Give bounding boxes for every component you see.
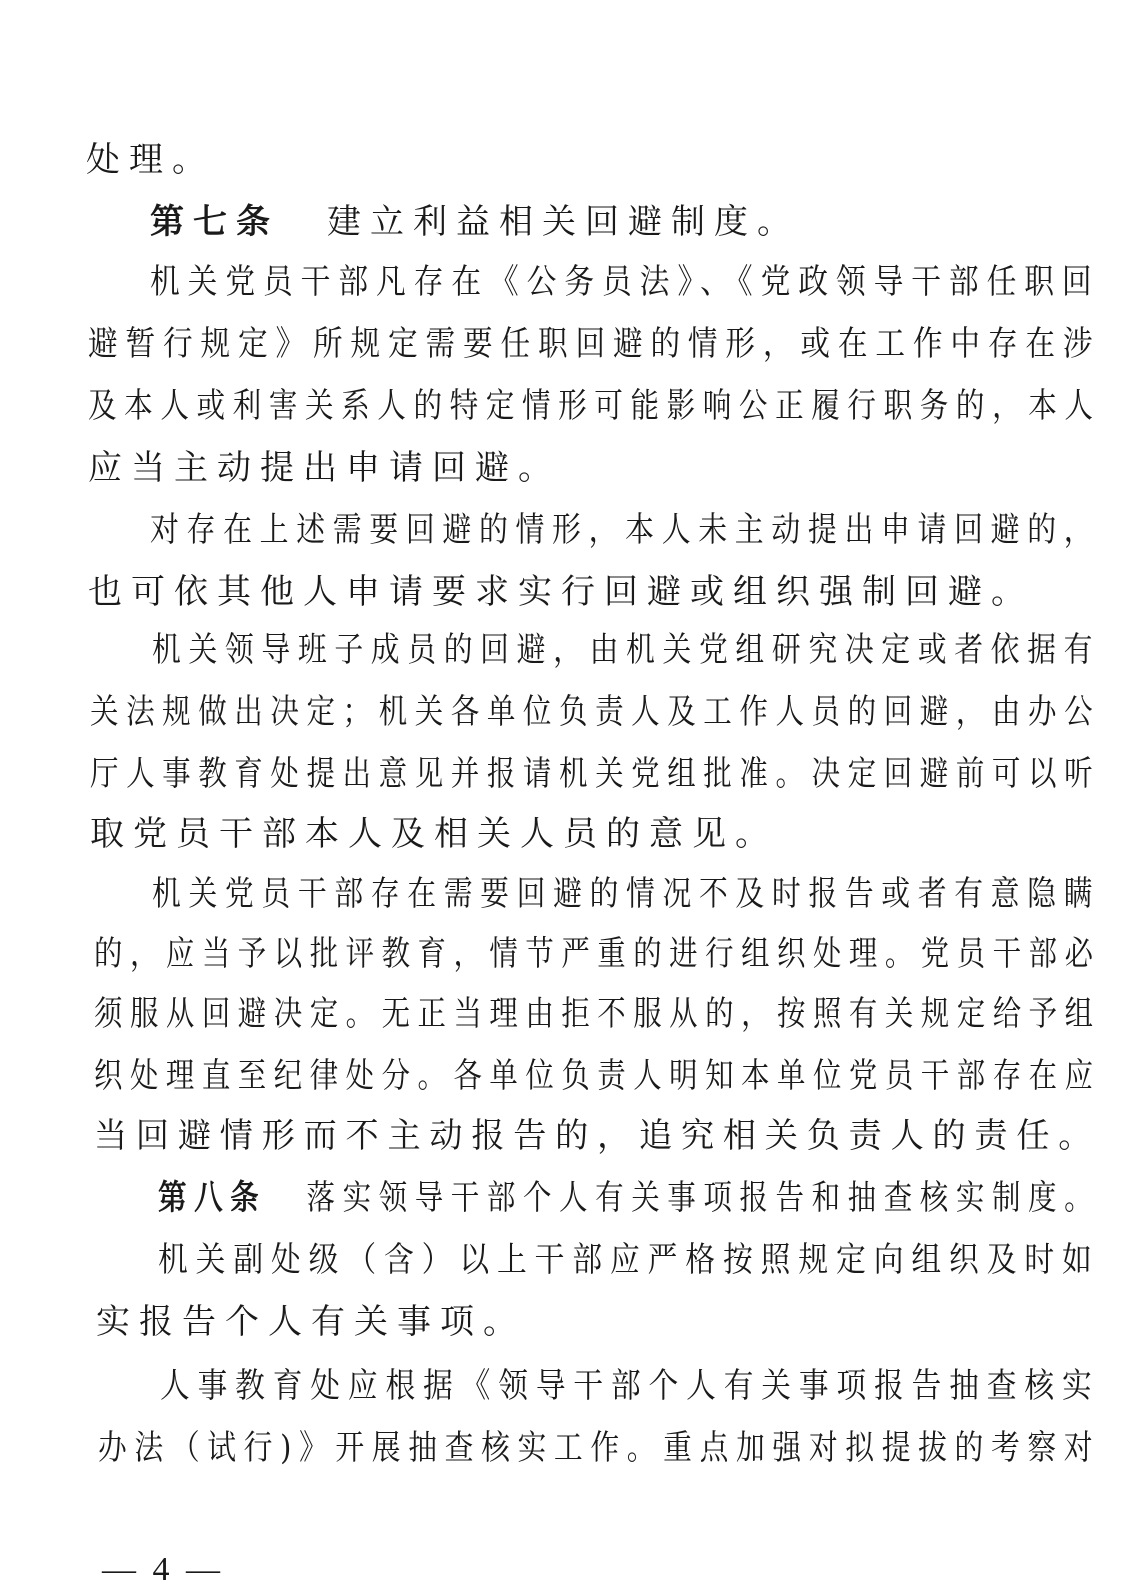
text-line: 对存在上述需要回避的情形，本人未主动提出申请回避的，: [150, 510, 1101, 550]
text-line: 办法（试行)》开展抽查核实工作。重点加强对拟提拔的考察对: [98, 1428, 1101, 1468]
text-line: 应当主动提出申请回避。: [88, 448, 561, 488]
text-line: 人事教育处应根据《领导干部个人有关事项报告抽查核实: [160, 1366, 1100, 1406]
text-line: 也可依其他人申请要求实行回避或组织强制回避。: [88, 572, 1034, 612]
text-line: 实报告个人有关事项。: [96, 1302, 526, 1342]
text-line: 避暂行规定》所规定需要任职回避的情形，或在工作中存在涉: [88, 324, 1101, 364]
text-line: 的，应当予以批评教育，情节严重的进行组织处理。党员干部必: [94, 934, 1101, 974]
article-8-heading: [158, 1178, 1100, 1218]
text-line: 当回避情形而不主动报告的，追究相关负责人的责任。: [94, 1116, 1101, 1156]
text-line: 及本人或利害关系人的特定情形可能影响公正履行职务的，本人: [88, 386, 1101, 426]
article-8-label: 第八条: [158, 1178, 267, 1218]
text-line: 机关党员干部存在需要回避的情况不及时报告或者有意隐瞒: [152, 874, 1101, 914]
article-7-label: 第七条: [150, 202, 279, 242]
text-line: 关法规做出决定；机关各单位负责人及工作人员的回避，由办公: [90, 692, 1101, 732]
text-line: 机关党员干部凡存在《公务员法》、《党政领导干部任职回: [150, 262, 1100, 302]
page-number: — 4 —: [102, 1551, 224, 1588]
text-line: 厅人事教育处提出意见并报请机关党组批准。决定回避前可以听: [90, 754, 1101, 794]
text-line: 处理。: [86, 140, 215, 180]
text-line: 机关副处级（含）以上干部应严格按照规定向组织及时如: [158, 1240, 1100, 1280]
article-7-title: 建立利益相关回避制度。: [327, 202, 800, 242]
article-7-heading: [150, 202, 800, 242]
text-line: 织处理直至纪律处分。各单位负责人明知本单位党员干部存在应: [94, 1056, 1101, 1096]
text-line: 取党员干部本人及相关人员的意见。: [90, 814, 778, 854]
text-line: 须服从回避决定。无正当理由拒不服从的，按照有关规定给予组: [94, 994, 1101, 1034]
article-8-title: 落实领导干部个人有关事项报告和抽查核实制度。: [306, 1178, 1101, 1218]
text-line: 机关领导班子成员的回避，由机关党组研究决定或者依据有: [152, 630, 1101, 670]
